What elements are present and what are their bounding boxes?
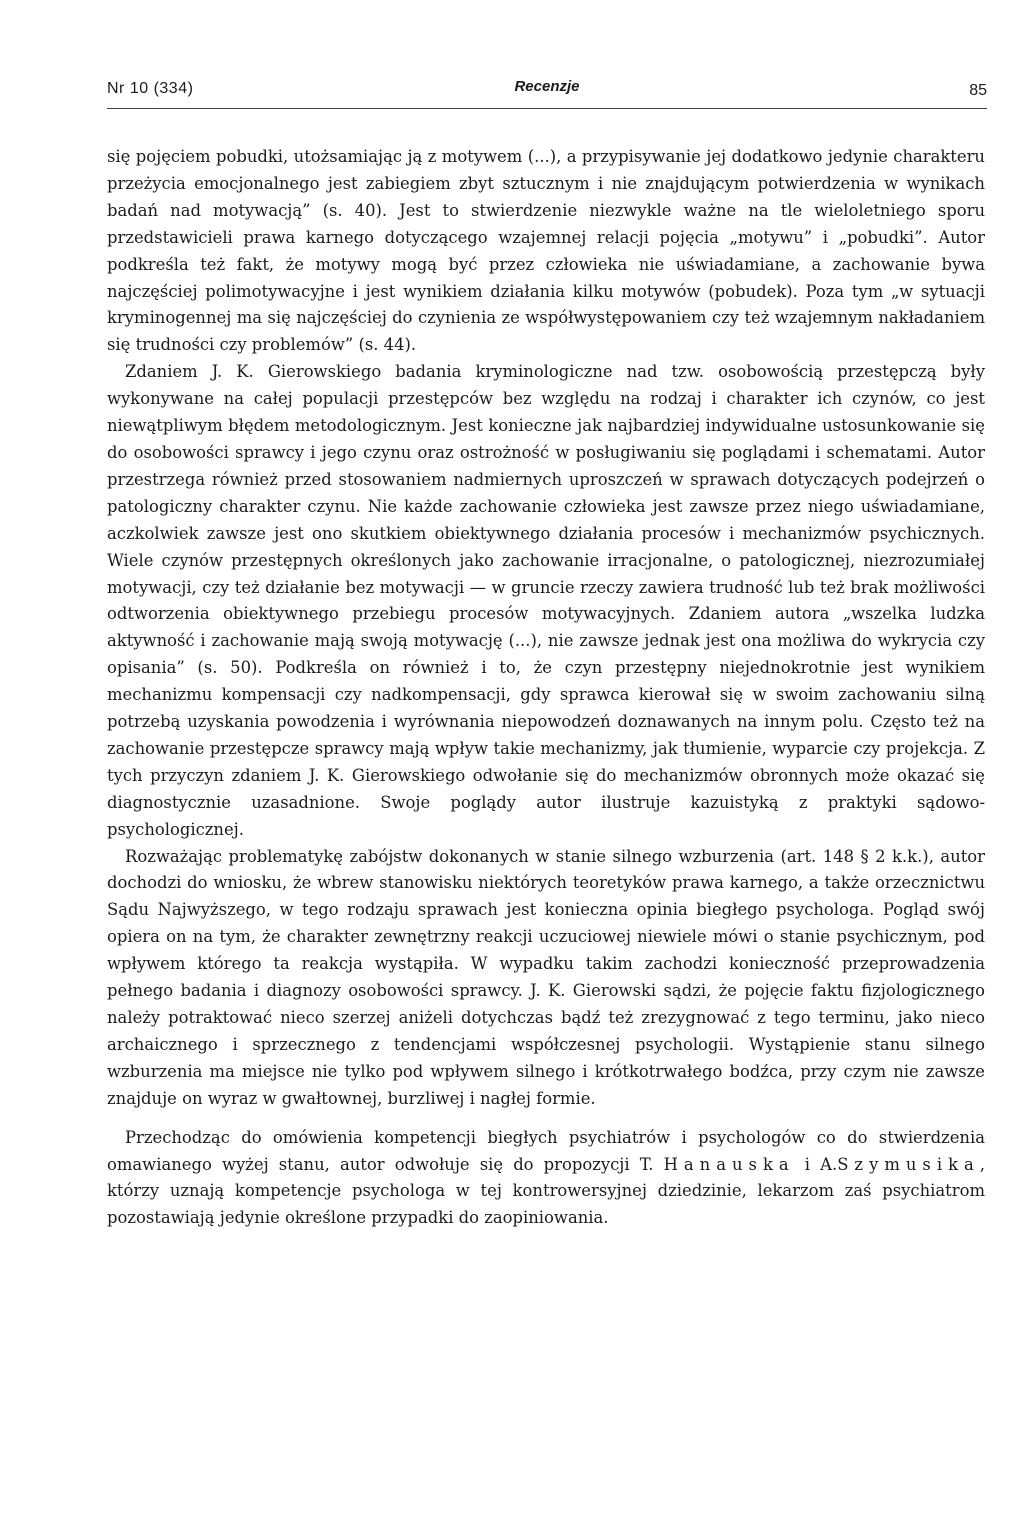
- page-number: 85: [969, 82, 987, 99]
- paragraph-4-text-after: , którzy uznają kompetencje psychologa w tej kontrowersyjnej dziedzinie, lekarzom zaś psychiatrom pozostawiają jedynie określone przypadki do zaopiniowania.: [107, 1154, 986, 1228]
- document-page: [107, 78, 987, 1228]
- issue-number: Nr 10 (334): [107, 80, 194, 97]
- paragraph-3: Rozważając problematykę zabójstw dokonanych w stanie silnego wzburzenia (art. 148 § 2 k.k.), autor dochodzi do wniosku, że wbrew stanowisku niektórych teoretyków prawa karnego, a także orzecznictwu Sądu Najwyższego, w tego rodzaju sprawach jest konieczna opinia biegłego psychologa. Pogląd swój opiera on na tym, że charakter zewnętrzny reakcji uczuciowej niewiele mówi o stanie psychicznym, pod wpływem którego ta reakcja wystąpiła. W wypadku takim zachodzi konieczność przeprowadzenia pełnego badania i diagnozy osobowości sprawcy. J. K. Gierowski sądzi, że pojęcie faktu fizjologicznego należy potraktować nieco szerzej aniżeli dotychczas bądź też zrezygnować z tego terminu, jako nieco archaicznego i sprzecznego z tendencjami współczesnej psychologii. Wystąpienie stanu silnego wzburzenia ma miejsce nie tylko pod wpływem silnego i krótkotrwałego bodźca, przy czym nie zawsze znajduje on wyraz w gwałtownej, burzliwej i nagłej formie.: [107, 846, 985, 1108]
- header-rule: [107, 108, 987, 109]
- running-header: [107, 78, 987, 106]
- paragraph-1: się pojęciem pobudki, utożsamiając ją z motywem (...), a przypisywanie jej dodatkowo jedynie charakteru przeżycia emocjonalnego jest zabiegiem zbyt sztucznym i nie znajdującym potwierdzenia w wynikach badań nad motywacją” (s. 40). Jest to stwierdzenie niezwykle ważne na tle wieloletniego sporu przedstawicieli prawa karnego dotyczącego wzajemnej relacji pojęcia „motywu” i „pobudki”. Autor podkreśla też fakt, że motywy mogą być przez człowieka nie uświadamiane, a zachowanie bywa najczęściej polimotywacyjne i jest wynikiem działania kilku motywów (pobudek). Poza tym „w sytuacji kryminogennej ma się najczęściej do czynienia ze współwystępowaniem czy też wzajemnym nakładaniem się trudności czy problemów” (s. 44).: [107, 147, 985, 355]
- paragraph-2: Zdaniem J. K. Gierowskiego badania kryminologiczne nad tzw. osobowością przestępczą były wykonywane na całej populacji przestępców bez względu na rodzaj i charakter ich czynów, co jest niewątpliwym błędem metodologicznym. Jest konieczne jak najbardziej indywidualne ustosunkowanie się do osobowości sprawcy i jego czynu oraz ostrożność w posługiwaniu się poglądami i schematami. Autor przestrzega również przed stosowaniem nadmiernych uproszczeń w sprawach dotyczących podejrzeń o patologiczny charakter czynu. Nie każde zachowanie człowieka jest zawsze przez niego uświadamiane, aczkolwiek zawsze jest ono skutkiem obiektywnego działania procesów i mechanizmów psychicznych. Wiele czynów przestępnych określonych jako zachowanie irracjonalne, o patologicznej, niezrozumiałej motywacji, czy też działanie bez motywacji — w gruncie rzeczy zawiera trudność lub też brak możliwości odtworzenia obiektywnego przebiegu procesów motywacyjnych. Zdaniem autora „wszelka ludzka aktywność i zachowanie mają swoją motywację (...), nie zawsze jednak jest ona możliwa do wykrycia czy opisania” (s. 50). Podkreśla on również i to, że czyn przestępny niejednokrotnie jest wynikiem mechanizmu kompensacji czy nadkompensacji, gdy sprawca kierował się w swoim zachowaniu silną potrzebą uzyskania powodzenia i wyrównania niepowodzeń doznawanych na innym polu. Często też na zachowanie przestępcze sprawcy mają wpływ takie mechanizmy, jak tłumienie, wyparcie czy projekcja. Z tych przyczyn zdaniem J. K. Gierowskiego odwołanie się do mechanizmów obronnych może okazać się diagnostycznie uzasadnione. Swoje poglądy autor ilustruje kazuistyką z praktyki sądowo-psychologicznej.: [107, 362, 985, 839]
- author-name-szymusik: Szymusika: [837, 1154, 980, 1174]
- paragraph-4: [107, 1125, 985, 1233]
- article-body: [107, 144, 985, 1232]
- section-title: Recenzje: [514, 78, 580, 95]
- paragraph-4-text-before: Przechodząc do omówienia kompetencji biegłych psychiatrów i psychologów co do stwierdzenia omawianego wyżej stanu, autor odwołuje się do propozycji T.: [107, 1127, 985, 1174]
- author-name-hanausek: Hanauska: [663, 1154, 795, 1174]
- paragraph-4-text-mid: i A.: [804, 1154, 838, 1174]
